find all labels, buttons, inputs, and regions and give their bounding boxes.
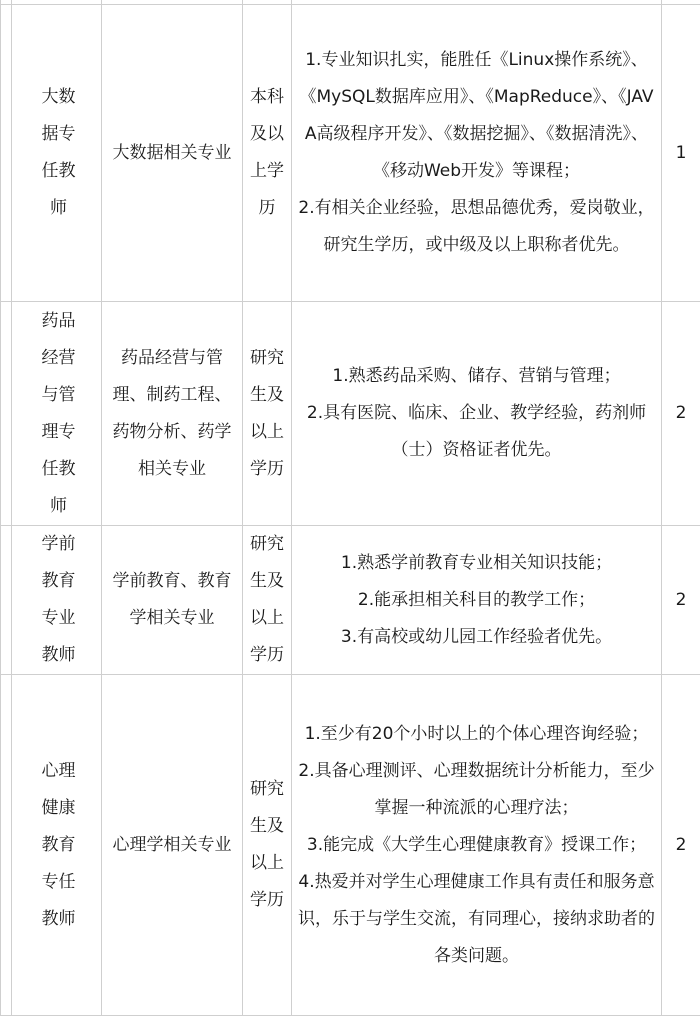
requirement-line: 1.熟悉药品采购、储存、营销与管理； [298,358,655,395]
row-edge-cell [1,302,12,526]
requirements-cell [292,675,662,1016]
table-row [1,675,700,1016]
row-edge-cell [1,526,12,675]
requirement-line: 2.具有医院、临床、企业、教学经验，药剂师（士）资格证者优先。 [298,395,655,469]
major-cell: 药品经营与管理、制药工程、药物分析、药学相关专业 [102,302,243,526]
row-edge-cell [1,675,12,1016]
major-cell: 心理学相关专业 [102,675,243,1016]
requirements-cell [292,302,662,526]
requirements-cell [292,526,662,675]
requirement-line: 3.能完成《大学生心理健康教育》授课工作； [298,827,655,864]
headcount-cell: 2 [662,675,700,1016]
education-cell: 研究生及以上学历 [243,526,292,675]
position-cell: 大数据专任教师 [12,5,102,302]
position-cell: 心理健康教育专任教师 [12,675,102,1016]
major-cell: 大数据相关专业 [102,5,243,302]
education-cell: 研究生及以上学历 [243,302,292,526]
headcount-cell: 2 [662,526,700,675]
requirement-line: 1.专业知识扎实，能胜任《Linux操作系统》、《MySQL数据库应用》、《MapReduce》、《JAVA高级程序开发》、《数据挖掘》、《数据清洗》、《移动Web开发》等课程； [298,42,655,190]
requirement-line: 2.有相关企业经验，思想品德优秀，爱岗敬业，研究生学历，或中级及以上职称者优先。 [298,190,655,264]
headcount-cell: 1 [662,5,700,302]
requirements-cell [292,5,662,302]
table-row [1,526,700,675]
requirement-line: 1.熟悉学前教育专业相关知识技能； [298,545,655,582]
table-row [1,302,700,526]
requirement-line: 4.热爱并对学生心理健康工作具有责任和服务意识，乐于与学生交流，有同理心，接纳求助者的各类问题。 [298,864,655,975]
table-row [1,5,700,302]
position-cell: 学前教育专业教师 [12,526,102,675]
requirement-line: 1.至少有20个小时以上的个体心理咨询经验； [298,716,655,753]
major-cell: 学前教育、教育学相关专业 [102,526,243,675]
education-cell: 本科及以上学历 [243,5,292,302]
requirement-line: 3.有高校或幼儿园工作经验者优先。 [298,619,655,656]
headcount-cell: 2 [662,302,700,526]
education-cell: 研究生及以上学历 [243,675,292,1016]
position-cell: 药品经营与管理专任教师 [12,302,102,526]
row-edge-cell [1,5,12,302]
requirement-line: 2.具备心理测评、心理数据统计分析能力，至少掌握一种流派的心理疗法； [298,753,655,827]
requirement-line: 2.能承担相关科目的教学工作； [298,582,655,619]
